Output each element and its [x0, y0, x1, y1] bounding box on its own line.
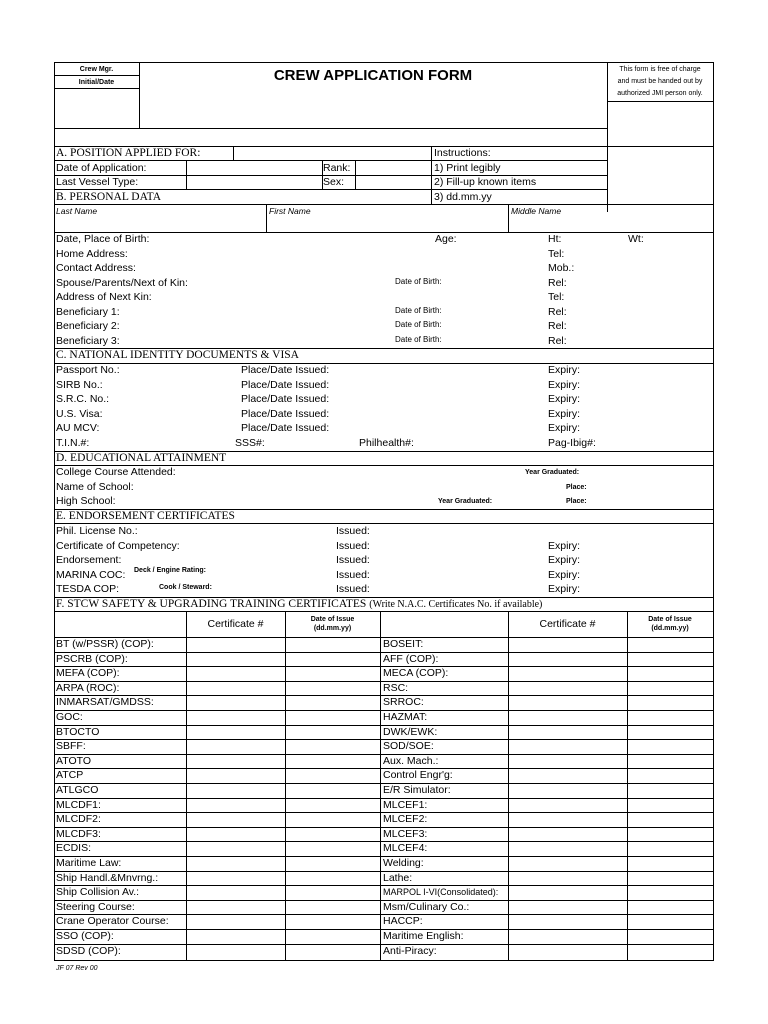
left-date-input[interactable] [286, 667, 380, 681]
philhealth-label: Philhealth#: [359, 437, 414, 449]
home-tel-label: Tel: [548, 248, 565, 260]
table-row-left-label: MLCDF1: [56, 799, 101, 811]
page-title: CREW APPLICATION FORM [273, 67, 473, 84]
identity-documents-heading: C. NATIONAL IDENTITY DOCUMENTS & VISA [56, 349, 299, 361]
sirb-issued-label: Place/Date Issued: [241, 379, 330, 391]
right-certificate-input[interactable] [509, 872, 627, 885]
right-date-input[interactable] [628, 682, 713, 695]
left-certificate-input[interactable] [187, 799, 285, 812]
sirb-label: SIRB No.: [56, 379, 103, 391]
right-certificate-input[interactable] [509, 682, 627, 695]
right-date-input[interactable] [628, 755, 713, 768]
left-date-input[interactable] [286, 945, 380, 958]
right-certificate-input[interactable] [509, 930, 627, 944]
beneficiary-3-label: Beneficiary 3: [56, 335, 120, 347]
left-date-input[interactable] [286, 872, 380, 885]
training-certificates-note: (Write N.A.C. Certificates No. if available) [369, 599, 543, 610]
beneficiary-3-dob-label: Date of Birth: [395, 335, 442, 344]
tesda-cop-label: TESDA COP: [56, 583, 120, 595]
middle-name-label: Middle Name [511, 206, 562, 216]
right-certificate-input[interactable] [509, 915, 627, 929]
us-visa-label: U.S. Visa: [56, 408, 103, 420]
right-certificate-input[interactable] [509, 828, 627, 841]
spouse-label: Spouse/Parents/Next of Kin: [56, 277, 188, 289]
left-certificate-input[interactable] [187, 711, 285, 725]
table-row-left-label: Ship Collision Av.: [56, 886, 140, 898]
left-date-input[interactable] [286, 653, 380, 666]
table-row-right-label: HAZMAT: [383, 711, 428, 723]
left-date-input[interactable] [286, 638, 380, 652]
instructions-label: Instructions: [434, 147, 491, 159]
left-certificate-input[interactable] [187, 915, 285, 929]
middle-name-input[interactable] [509, 218, 712, 231]
cook-steward-label: Cook / Steward: [159, 584, 212, 591]
right-certificate-input[interactable] [509, 945, 627, 958]
name-of-school-label: Name of School: [56, 481, 134, 493]
table-row-left-label: SBFF: [56, 740, 86, 752]
table-row-right-label: BOSEIT: [383, 638, 424, 650]
age-label: Age: [435, 233, 457, 245]
right-date-format-header: (dd.mm.yy) [651, 625, 689, 632]
us-visa-issued-label: Place/Date Issued: [241, 408, 330, 420]
left-date-input[interactable] [286, 813, 380, 827]
right-date-input[interactable] [628, 828, 713, 841]
left-date-format-header: (dd.mm.yy) [313, 625, 352, 632]
left-date-input[interactable] [286, 755, 380, 768]
beneficiary-2-dob-label: Date of Birth: [395, 320, 442, 329]
last-name-label: Last Name [56, 206, 98, 216]
left-date-input[interactable] [286, 682, 380, 695]
table-row-left-label: Maritime Law: [56, 857, 122, 869]
right-certificate-input[interactable] [509, 901, 627, 914]
form-border-left [54, 62, 55, 960]
table-row-left-label: ATLGCO [56, 784, 99, 796]
date-place-birth-label: Date, Place of Birth: [56, 233, 150, 245]
left-certificate-input[interactable] [187, 945, 285, 958]
first-name-label: First Name [269, 206, 311, 216]
left-certificate-input[interactable] [187, 901, 285, 914]
table-row-right-label: Control Engr'g: [383, 769, 453, 781]
coc-label: Certificate of Competency: [56, 540, 180, 552]
right-certificate-input[interactable] [509, 813, 627, 827]
free-form-note-3: authorized JMI person only. [617, 90, 703, 97]
table-row-left-label: MLCDF2: [56, 813, 101, 825]
table-row-right-label: MLCEF2: [383, 813, 428, 825]
left-certificate-input[interactable] [187, 755, 285, 768]
left-date-input[interactable] [286, 901, 380, 914]
table-row-right-label: RSC: [383, 682, 409, 694]
form-border-right [713, 62, 714, 960]
endorsement-heading: E. ENDORSEMENT CERTIFICATES [56, 510, 235, 522]
free-form-note-2: and must be handed out by [617, 78, 703, 85]
left-certificate-input[interactable] [187, 886, 285, 900]
left-certificate-input[interactable] [187, 828, 285, 841]
coc-expiry-label: Expiry: [548, 540, 581, 552]
form-border-top [54, 62, 714, 63]
endorsement-expiry-label: Expiry: [548, 554, 581, 566]
crew-mgr-label: Crew Mgr. [79, 66, 114, 73]
educational-attainment-heading: D. EDUCATIONAL ATTAINMENT [56, 452, 227, 464]
beneficiary-1-label: Beneficiary 1: [56, 306, 120, 318]
table-row-left-label: BT (w/PSSR) (COP): [56, 638, 154, 650]
left-date-input[interactable] [286, 711, 380, 725]
last-name-input[interactable] [55, 218, 265, 231]
right-date-input[interactable] [628, 740, 713, 754]
right-date-input[interactable] [628, 653, 713, 666]
marina-coc-issued-label: Issued: [336, 569, 370, 581]
left-date-input[interactable] [286, 828, 380, 841]
right-certificate-input[interactable] [509, 653, 627, 666]
right-certificate-input[interactable] [509, 886, 627, 900]
form-border-bottom [54, 960, 714, 961]
right-date-input[interactable] [628, 784, 713, 798]
phil-license-issued-label: Issued: [336, 525, 370, 537]
first-name-input[interactable] [267, 218, 507, 231]
home-address-label: Home Address: [56, 248, 128, 260]
next-kin-tel-label: Tel: [548, 291, 565, 303]
beneficiary-1-dob-label: Date of Birth: [395, 306, 442, 315]
us-visa-expiry-label: Expiry: [548, 408, 581, 420]
personal-data-heading: B. PERSONAL DATA [56, 191, 162, 203]
left-date-input[interactable] [286, 886, 380, 900]
left-certificate-input[interactable] [187, 726, 285, 739]
passport-issued-label: Place/Date Issued: [241, 364, 330, 376]
right-date-of-issue-header: Date of Issue [648, 616, 692, 623]
au-mcv-expiry-label: Expiry: [548, 422, 581, 434]
right-date-input[interactable] [628, 857, 713, 871]
left-certificate-input[interactable] [187, 769, 285, 783]
instruction-1: 1) Print legibly [434, 162, 501, 174]
right-date-input[interactable] [628, 872, 713, 885]
tesda-cop-issued-label: Issued: [336, 583, 370, 595]
au-mcv-issued-label: Place/Date Issued: [241, 422, 330, 434]
right-certificate-no-header: Certificate # [539, 618, 596, 630]
table-row-right-label: Aux. Mach.: [383, 755, 439, 767]
hs-place-label: Place: [566, 498, 587, 505]
table-row-left-label: BTOCTO [56, 726, 100, 738]
endorsement-issued-label: Issued: [336, 554, 370, 566]
left-date-of-issue-header: Date of Issue [310, 616, 355, 623]
table-row-left-label: MLCDF3: [56, 828, 101, 840]
au-mcv-label: AU MCV: [56, 422, 100, 434]
table-row-right-label: MLCEF1: [383, 799, 428, 811]
right-certificate-input[interactable] [509, 784, 627, 798]
right-certificate-input[interactable] [509, 711, 627, 725]
left-date-input[interactable] [286, 799, 380, 812]
last-vessel-type-input[interactable] [187, 176, 321, 188]
beneficiary-3-rel-label: Rel: [548, 335, 567, 347]
right-date-input[interactable] [628, 711, 713, 725]
left-date-input[interactable] [286, 857, 380, 871]
right-date-input[interactable] [628, 769, 713, 783]
left-date-input[interactable] [286, 769, 380, 783]
tin-label: T.I.N.#: [56, 437, 90, 449]
left-date-input[interactable] [286, 930, 380, 944]
left-certificate-no-header: Certificate # [207, 618, 264, 630]
left-date-input[interactable] [286, 842, 380, 856]
right-date-input[interactable] [628, 813, 713, 827]
pagibig-label: Pag-Ibig#: [548, 437, 596, 449]
table-row-right-label: Msm/Culinary Co.: [383, 901, 470, 913]
left-certificate-input[interactable] [187, 638, 285, 652]
table-row-right-label: DWK/EWK: [383, 726, 438, 738]
right-certificate-input[interactable] [509, 857, 627, 871]
table-row-right-label: MLCEF3: [383, 828, 428, 840]
sirb-expiry-label: Expiry: [548, 379, 581, 391]
left-certificate-input[interactable] [187, 930, 285, 944]
right-date-input[interactable] [628, 930, 713, 944]
table-row-left-label: Ship Handl.&Mnvrng.: [56, 872, 159, 884]
beneficiary-2-label: Beneficiary 2: [56, 320, 120, 332]
training-certificates-heading: F. STCW SAFETY & UPGRADING TRAINING CERTIFICATES [56, 598, 367, 610]
phil-license-label: Phil. License No.: [56, 525, 138, 537]
table-row-left-label: MEFA (COP): [56, 667, 120, 679]
marina-coc-label: MARINA COC: [56, 569, 126, 581]
weight-label: Wt: [628, 233, 644, 245]
table-row-left-label: INMARSAT/GMDSS: [56, 696, 154, 708]
table-row-right-label: SOD/SOE: [383, 740, 434, 752]
instruction-2: 2) Fill-up known items [434, 176, 537, 188]
table-row-left-label: ATOTO [56, 755, 92, 767]
table-row-left-label: SDSD (COP): [56, 945, 121, 957]
src-label: S.R.C. No.: [56, 393, 110, 405]
date-of-application-input[interactable] [187, 161, 321, 174]
college-year-graduated-label: Year Graduated: [525, 469, 580, 476]
position-applied-input[interactable] [234, 147, 430, 159]
tesda-cop-expiry-label: Expiry: [548, 583, 581, 595]
table-row-right-label: AFF (COP): [383, 653, 439, 665]
left-certificate-input[interactable] [187, 857, 285, 871]
spouse-dob-label: Date of Birth: [395, 277, 442, 286]
left-certificate-input[interactable] [187, 813, 285, 827]
address-next-kin-label: Address of Next Kin: [56, 291, 152, 303]
initial-date-label: Initial/Date [78, 79, 115, 86]
table-row-left-label: GOC: [56, 711, 83, 723]
height-label: Ht: [548, 233, 562, 245]
left-certificate-input[interactable] [187, 696, 285, 710]
right-certificate-input[interactable] [509, 842, 627, 856]
endorsement-label: Endorsement: [56, 554, 122, 566]
right-date-input[interactable] [628, 667, 713, 681]
left-date-input[interactable] [286, 726, 380, 739]
right-certificate-input[interactable] [509, 740, 627, 754]
table-row-right-label: SRROC: [383, 696, 424, 708]
training-certificates-heading-wrap [56, 599, 542, 611]
sex-label: Sex: [323, 176, 345, 188]
left-certificate-input[interactable] [187, 872, 285, 885]
src-issued-label: Place/Date Issued: [241, 393, 330, 405]
form-revision: JF 07 Rev 00 [56, 965, 98, 972]
table-row-right-label: Lathe: [383, 872, 413, 884]
free-form-note-1: This form is free of charge [619, 66, 701, 73]
coc-issued-label: Issued: [336, 540, 370, 552]
instruction-3: 3) dd.mm.yy [434, 191, 492, 203]
hs-year-graduated-label: Year Graduated: [438, 498, 493, 505]
right-date-input[interactable] [628, 915, 713, 929]
table-row-right-label: MECA (COP): [383, 667, 449, 679]
last-vessel-type-label: Last Vessel Type: [56, 176, 139, 188]
college-course-label: College Course Attended: [56, 466, 176, 478]
left-date-input[interactable] [286, 696, 380, 710]
table-row-left-label: SSO (COP): [56, 930, 114, 942]
src-expiry-label: Expiry: [548, 393, 581, 405]
table-row-right-label: Maritime English: [383, 930, 464, 942]
table-row-left-label: PSCRB (COP): [56, 653, 128, 665]
left-certificate-input[interactable] [187, 784, 285, 798]
table-row-right-label: E/R Simulator: [383, 784, 451, 796]
right-date-input[interactable] [628, 799, 713, 812]
table-row-left-label: Steering Course: [56, 901, 135, 913]
table-row-left-label: ATCP [56, 769, 84, 781]
table-row-right-label: Welding: [383, 857, 424, 869]
right-date-input[interactable] [628, 886, 713, 900]
table-row-left-label: Crane Operator Course: [56, 915, 169, 927]
right-date-input[interactable] [628, 638, 713, 652]
right-certificate-input[interactable] [509, 755, 627, 768]
table-row-right-label: HACCP: [383, 915, 423, 927]
left-certificate-input[interactable] [187, 740, 285, 754]
left-certificate-input[interactable] [187, 667, 285, 681]
right-certificate-input[interactable] [509, 799, 627, 812]
date-of-application-label: Date of Application: [56, 162, 147, 174]
rank-label: Rank: [323, 162, 351, 174]
right-date-input[interactable] [628, 726, 713, 739]
sex-input[interactable] [356, 176, 430, 188]
beneficiary-2-rel-label: Rel: [548, 320, 567, 332]
right-date-input[interactable] [628, 696, 713, 710]
right-date-input[interactable] [628, 945, 713, 958]
left-date-input[interactable] [286, 915, 380, 929]
college-place-label: Place: [566, 484, 587, 491]
position-applied-heading: A. POSITION APPLIED FOR: [56, 147, 201, 159]
right-certificate-input[interactable] [509, 638, 627, 652]
right-certificate-input[interactable] [509, 769, 627, 783]
marina-coc-expiry-label: Expiry: [548, 569, 581, 581]
left-certificate-input[interactable] [187, 653, 285, 666]
deck-engine-rating-label: Deck / Engine Rating: [134, 567, 206, 574]
right-date-input[interactable] [628, 901, 713, 914]
table-row-left-label: ARPA (ROC): [56, 682, 120, 694]
right-certificate-input[interactable] [509, 726, 627, 739]
left-certificate-input[interactable] [187, 842, 285, 856]
right-certificate-input[interactable] [509, 667, 627, 681]
passport-label: Passport No.: [56, 364, 120, 376]
spouse-rel-label: Rel: [548, 277, 567, 289]
left-date-input[interactable] [286, 740, 380, 754]
right-date-input[interactable] [628, 842, 713, 856]
right-certificate-input[interactable] [509, 696, 627, 710]
left-certificate-input[interactable] [187, 682, 285, 695]
rank-input[interactable] [356, 161, 430, 174]
table-row-right-label: MLCEF4: [383, 842, 428, 854]
table-row-right-label: Anti-Piracy: [383, 945, 437, 957]
sss-label: SSS#: [235, 437, 265, 449]
left-date-input[interactable] [286, 784, 380, 798]
table-row-right-label: MARPOL I-VI(Consolidated): [383, 887, 499, 897]
beneficiary-1-rel-label: Rel: [548, 306, 567, 318]
mobile-label: Mob.: [548, 262, 575, 274]
contact-address-label: Contact Address: [56, 262, 136, 274]
table-row-left-label: ECDIS: [56, 842, 92, 854]
high-school-label: High School: [56, 495, 116, 507]
passport-expiry-label: Expiry: [548, 364, 581, 376]
